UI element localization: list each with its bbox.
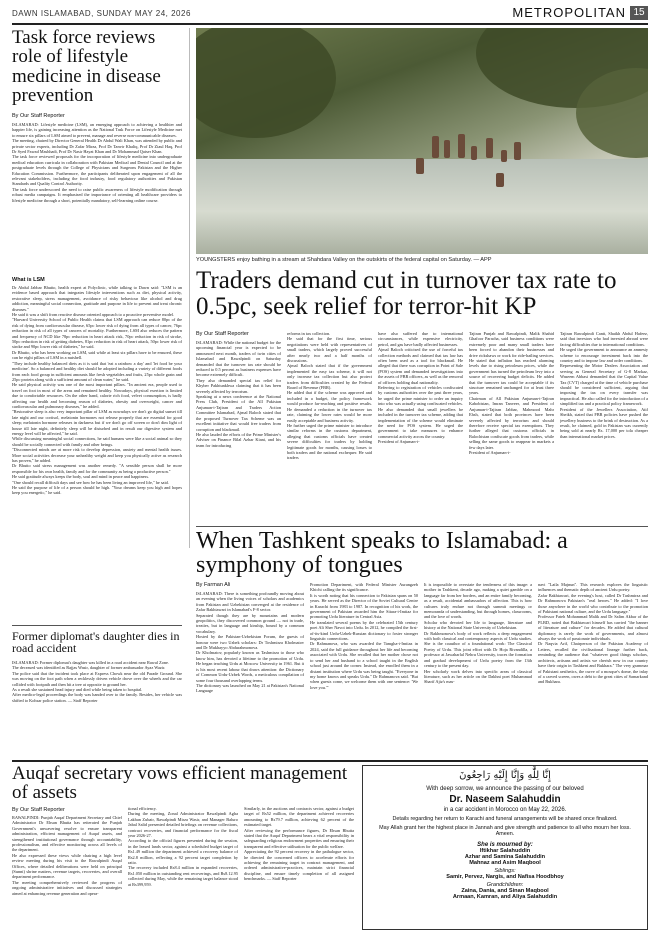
story5-byline: By Our Staff Reporter	[12, 807, 65, 813]
story5-col2: tional efficiency. During the meeting, Zonal Administrator Rawalpindi Agha Lakhan Zubair, Rawalpindi Mirza Wasir, and Manager Baluro Jabal Salid presented detailed briefings on revenue collections, contract recoveries, and financial performance for the fiscal year 2026-27. According to the official figures presented during the session, in the leased lands sector, against a scheduled budget target of Rs1.49 million the department achieved a recovery balance of Rs2.8 million, reflecting a 92 percent target completion by ratio. The recovery included Rs8.4 million in expanded recoveries, Rs1.050 million in outstanding rent recoverings, and Rs8.12.95 collected during May, while the remaining target balance stood at Rs399,959.	[128, 806, 238, 887]
story4-col4: navi "Laila Majnun". This research explores the linguistic influences and thematic depth of ancient Urdu poetry. Zafar Bakhtawari, the evening's host, called Dr Tashmirza and Dr Rahmonova Pakistan's "real heroes." He added: "I love those anywhere in the world who contribute to the promotion of Pakistani national culture, and the Urdu language." Professor Fateh Mohammad Malik and Dr Salim Akbar of the PLBD, noted that Bakhtawari himself has carried "the banner of literature and culture" for decades. He added that cultural diplomacy is rarely the work of governments, and almost always the work of passionate individuals. Dr Naqvia Arif, Chairperson of the Pakistan Academy of Letters, recalled the civilisational lineage further back, reminding the audience that "whatever good things scholars, architects, artisans and artists we cherish now in our country have their origin in Tashkent and Bukhara." The very grammar of Pakistani aesthetics, the curve of a mosque's dome, the inlay of a carved screen, owes a debt to the great cities of Samarkand and Bukhara.	[538, 582, 648, 685]
photo-caption: YOUNGSTERS enjoy bathing in a stream at Shahdara Valley on the outskirts of the federal capital on Saturday. — APP	[196, 257, 492, 263]
story4-col1: ISLAMABAD: There is something profoundly moving about an evening when the living voices of scholars and academics from Pakistan and Uzbekistan converged at the residence of Zafar Bakhtawari in Islamabad's F-8 sector. Separated though they are by mountains and modern geopolitics, they discovered common ground — not in trade, treaties, but in language and kinship, bound by a common vocabulary. Hosted by the Pakistan-Uzbekistan Forum, the guests of honour were two Uzbek scholars: Dr Toshmirza Kholmatov and Dr Mukhayyo Abdurahmonova. Dr Kholmatov, popularly known as Tashmirza to those who know him, has devoted a lifetime to the promotion of Urdu. He began teaching Urdu at Moscow University in 1961. But it is his most recent labour that draws attention: the Dictionary of Common Urdu-Uzbek Words, a meticulous compilation of some four thousand overlapping terms. The dictionary was launched on May 21 at Pakistan's National Language	[196, 591, 304, 694]
story1-subhead: What is LSM	[12, 277, 45, 283]
story3-col2: reforms in tax collection. He said that for the first time, serious negotiations were held with representatives of small traders, which largely proved successful after nearly two and a half months of discussions. Ajmal Baloch stated that if the government implemented the easy tax scheme, it will not only increase tax collection but also protect traders from difficulties created by the Federal Board of Revenue (FBR). He added that if the scheme was approved and included in a budget, the policy framework would produce far-reaching and positive results. He demanded a reduction in the turnover tax rate, claiming the lower rates would be more easily acceptable and business activity. He further urged the prime minister to introduce similar reforms in the customs department, alleging that customs officials have created severe difficulties for traders by holding legitimate goods for months, causing losses to both traders and the national exchequer. He said traders	[287, 331, 372, 461]
story3-col3: have also suffered due to international circumstances, while expensive electricity, petrol, and gas have badly affected businesses. Ajmal Baloch criticised the use of forceful tax collection methods and claimed that tax law has often been used as a tool for blackmail. He alleged that there was corruption in Point of Sale (POS) system and demanded investigations into the assets of FBR officers, as well as the removal of officers holding dual nationality. Referring to registration of vehicles confiscated by customs authorities over the past three years, he urged the prime minister to order an inquiry into who was actually using confiscated vehicles. He also demanded that small jewellers be included in the turnover tax scheme, adding that implementation of the scheme would eliminate the need for POS system. He urged the government to take measures to enhance commercial activity across the country. President of Anjuman-i-	[378, 331, 463, 445]
story2-body: ISLAMABAD: Former diplomat's daughter was killed in a road accident near Rawal Zone. The deceased was identified as Rajjas Wasir, daughter of former ambassador Ayaz Wazir. The police said that the incident took place at Express Chowk near the old Parade Ground. She was moving on the foot path when a recklessly driven vehicle drove over the wheels and the car collided with footpath and then hit a tree at opposite to ground her. As a result she sustained head injury and died while being taken to hospital. After medico-legal proceedings the body was handed over to the family. Besides, her vehicle was shifted to Kohsar police station. — Staff Reporter	[12, 660, 182, 703]
story3-col4: Tajiran Punjab and Rawalpindi, Malik Shahid Ghafoor Paracha, said business conditions were extremely poor and many small traders have been forced to abandon their businesses and drive rickshaws or work for ride-hailing services. He stated that inflation has reached alarming levels due to rising petroleum prices, while the government has turned the petroleum levy into a source of recovering budget deficits. He added that the turnover tax could be acceptable if its structure remained unchanged for at least three years. Chairman of All Pakistan Anjuman-i-Tajiran Kabobistan, Imran Tanveer, and President of Anjuman-i-Tajiran Jabbar, Mahmood Mahr Ehsh, stated that both provinces have been severely affected by terrorism and should therefore receive special tax exemptions. They further alleged that customs officials in Balochistan confiscate goods from traders, while selling the same goods to reappear in markets a few days later. President of Anjuman-i-	[469, 331, 554, 455]
story3-byline: By Our Staff Reporter	[196, 331, 249, 337]
mourner-2: Azhar and Samina Salahuddin	[464, 854, 546, 860]
story1-body: ISLAMABAD: Lifestyle medicine (LSM), an emerging approach to achieving a healthier and happier life, is gaining increasing attention as the National Task Force on Lifestyle Medicine met to ensure six pillars of LSM aimed to prevent, manage and reverse non-communicable diseases. The meeting, chaired by Director General Health Dr Abdul Wali Khan, was attended by public and private sector experts, including Dr Zafar Mirza, Prof Dr Tanvir Khaliq, Prof Dr Ziaul Haq, Prof Dr Syed Fawad Mashhadi, Prof Dr Nasir Hayat Khan and Dr Mohammad Qaiser Khan. The task force reviewed proposals for the incorporation of lifestyle medicine into undergraduate medical education curricula in collaboration with Pakistan Medical and Dental Council and at the postgraduate levels through the College of Physicians and Surgeons Pakistan and the Higher Education Commission. Furthermore, the participants deliberated upon engagement of all the relevant stakeholders, including the food industry, food regulatory authorities and Pakistan Standards and Quality Control Authority. The task force underscored the need to raise public awareness of lifestyle modification through robust media campaigns. It emphasised the importance of orienting all healthcare providers to lifestyle medicine through a short, potentially mandatory, self-learning online course.	[12, 122, 182, 203]
mourner-3: Mahnaz and Asim Maqbool	[469, 860, 541, 866]
story5-rule	[12, 760, 648, 762]
stream-photo	[196, 28, 648, 254]
grandchildren-label: Grandchildren:	[486, 882, 524, 888]
story2-headline: Former diplomat's daughter dies in road accident	[12, 630, 180, 655]
masthead-rule	[12, 23, 648, 25]
obit-arrangements: Details regarding her return to Karachi and funeral arrangements will be shared once finalized.	[392, 816, 618, 822]
story4-col2: Promotion Department, with Federal Minister Aurangzeb Khichi calling the its significance. It is worth noting that his connection to Pakistan spans on 50 years. He served as the Director of the Soviet Cultural Centre in Karachi from 1983 to 1987. In recognition of his work, the government of Pakistan awarded him the Sitara-i-Imtiaz for promoting Urdu literature in Central Asia. He translated several poems by the celebrated 15th century poet Ali Sher Navoi into Urdu. In 2012, he compiled the first-of-its-kind Urdu-Uzbek-Russian dictionary to foster stronger linguistic connections. Dr Rahmanova, who was awarded the Tamgha-i-Imtiaz in 2024, said the full guidance throughout her life and becoming associated with Urdu. She recalled that her mother chose not to send her and husband to a school taught in the English school just around the corner. Instead, she enrolled them in a distant institution where Urdu was being taught. "Everyone in my home knows and speaks Urdu." Dr Rahmanova said. "But when guests come, we welcome them with one sentence: 'We love you.'"	[310, 582, 418, 690]
grandchildren-1: Zaina, Dania, and Sinan Maqbool	[461, 888, 549, 894]
obit-prayer: May Allah grant her the highest place in Jannah and give strength and patience to all who mourn her loss. Ameen.	[379, 825, 631, 837]
story4-col3: It is impossible to overstate the tenderness of this image: a mother in Tashkent, decade ago, making a quiet gamble on a language far from her borders, and an entire family becoming, as a result, accidental ambassadors of affection. This is how cultures truly endure not through summit meetings or memoranda of understanding, but through homes, classrooms, and the love of words. Scholar who devoted her life to language, literature and history at the National State University of Uzbekistan. Dr Rakhmonova's body of work reflects a deep engagement with both classical and contemporary aspects of Urdu studies. She is the coauthor of a foundational work: The Classical Poetry of Urdu. This joint effort with Dr Hoja Rivandilla, a professor at Jawaharlal Nehru University, traces the formation and gradual development of Urdu poetry from the 13th century to the present day. Her scholarly work delves into specific areas of classical literature, such as her article on the Dakhni poet Muhammad Sharif Ajiz's mas-	[424, 582, 532, 685]
story3-col1: ISLAMABAD: While the national budget for the upcoming financial year is expected to be announced next month, traders of twin cities of Islamabad and Rawalpindi on Saturday demanded that the turnover tax rate should be reduced to 0.5 percent as business expenses have become extremely difficult. They also demanded special tax relief for Khyber Pakhtunkhwa claiming that it has been severely affected by terrorism. Speaking at a news conference at the National Press Club, President of the All Pakistan Anjuman-i-Tajiran and Traders Action Committee Islamabad, Ajmal Baloch stated that the proposed Turnover Tax Scheme was an excellent initiative that would free traders from corruption and blackmail. He also lauded the efforts of the Prime Minister's Adviser on Finance Bilal Azhar Kiani, and his team for introducing	[196, 340, 281, 448]
page-number: 15	[630, 6, 648, 20]
story4-rule	[196, 526, 648, 527]
story1-body-continued: Dr Abdul Jabbar Bhutto, health expert at Polyclinic, while talking to Dawn said: "LSM is an evidence based approach that integrates lifestyle interventions such as diet, physical activity, restorative sleep, stress management, avoidance of risky behaviour like alcohol and drug addiction, meaningful social connection, gratitude and purpose in life to prevent and treat chronic diseases." He said it was a shift from reactive disease oriented approach to a proactive preventive model. "Harvard University School of Public Health claims that LSM approach can reduce 80pc of the risk of dying from cardiovascular disease, 65pc lower risk of dying from all types of cancer, 76pc reduction in risk of all types of cancers of mortality. Furthermore, LSM also reduces the pattern and frequency of NCD like 78pc reduction in heart attack risk, 70pc reduction in risk of stroke, 50pc reduction in risk of getting diabetes, 81pc reduction in risk of heart attack, 50pc lower risk of stroke and 90pc lower risk of diabetes," he said. Dr Bhutto, who has been working on LSM, said while at least six pillars have to be ensured, these can be eight pillars of LSM in a nutshell. "They include healthy balanced diets as it is said that 'eat a rainbow a day' and 'let food be your medicine'. So a balanced and healthy diet should be adopted including a variety of different foods from each food group in sufficient amounts like fresh vegetables and fruits, 25pc whole grain and 25pc protein along with a sufficient amount of clean water," he said. He said physical activity was one of the most important pillars. "In ancient era, people used to travel on foot in most of the areas and remained healthy. Nowadays, physical exertion is limited due to comfortable resources. On the other hand, calorie rich food, velvet consumption, is badly affecting our health and becoming reason of diabetes, obesity and overweight, cancer and cardiovascular and pulmonary diseases," he added. "Restorative sleep is also very important pillar of LSM as nowadays we don't go digital sunset till late night and our cortisol, melatonin hormones not release properly that are essential for good sleep; melatonin hormone releases in darkness but if we don't go off screen or don't dim light of house till late night, definitely sleep will be disturbed and in result our digestive system and energy level will be affected," he said. While discussing meaningful social connections, he said humans were like a social animal so they should be socially connected with family and other beings. "Disconnected minds are at more risk to develop depression, anxiety and mental health issues. More social activities decrease your unhealthy weight and keep you physically active as research has proven," he added. Dr Bhutto said stress management was another remedy. "A sensible person shall be more responsible for his own health, family and for the community as being a productive person." He said gratitude always keeps the body, soul and mind in peace and happiness. "One should recall difficult days and see how he has been living an improved life," he said. He said the purpose of life of a person should be high. "Your dreams keep you high and hopes keep you energetic," he said.	[12, 285, 182, 496]
mourner-1: Iftikhar Salahuddin	[479, 848, 531, 854]
story3-headline: Traders demand cut in turnover tax rate to 0.5pc, seek relief for terror-hit KP	[196, 268, 617, 319]
grandchildren-2: Armaan, Kamran, and Aliya Salahuddin	[452, 894, 558, 900]
story5-headline: Auqaf secretary vows efficient management of assets	[12, 764, 348, 803]
column-divider	[189, 28, 190, 548]
mourned-label: She is mourned by:	[477, 842, 533, 848]
story4-byline: By Farman Ali	[196, 582, 231, 588]
story1-byline: By Our Staff Reporter	[12, 113, 65, 119]
deceased-name: Dr. Naseem Salahuddin	[449, 794, 561, 805]
story1-headline: Task force reviews role of lifestyle medicine in disease prevention	[12, 28, 161, 106]
siblings-names: Samir, Pervez, Nargis, and Nafisa Hoodbhoy	[446, 874, 564, 880]
story2-rule	[12, 625, 182, 626]
story3-col5: Tajiran Rawalpindi Cantt, Shaikh Abdul Hafeez, said that investors who had invested abroad were facing difficulties due to international conditions. He urged the government to announce an amnesty scheme to encourage investment back into the country and to impose law and order conditions. Representing the Motor Dealers Association and serving as General Secretary of G-8 Markaz, Waseem Abbasi demanded that the Capital Value Tax (CVT) charged at the time of vehicle purchase should be considered sufficient, arguing that imposing the tax on every transfer was impractical. He also called for the introduction of a simplified tax and a practical policy framework. President of the Jewellers Association, Atif Sheikh, stated that FBR policies have pushed the jewellery business to the brink of destruction. As a result, he claimed, gold in Pakistan was currently being sold at nearly Rs. 17,000 per tola cheaper than international market prices.	[560, 331, 648, 439]
obit-detail: in a car accident in Morocco on May 22, 2026.	[443, 807, 567, 813]
story4-headline: When Tashkent speaks to Islamabad: a symphony of tongues	[196, 529, 568, 578]
story5-col1: RAWALPINDI: Punjab Auqaf Department Secretary and Chief Administrator Dr Ehsan Bhutta has reiterated the Punjab Government's unwavering resolve to ensure transparent administration, efficient management of Auqaf assets, and strengthened institutional governance through accountability, professionalism, and effective monitoring across all levels of the department. He also expressed these views while chairing a high level review meeting during his visit to the Rawalpindi Auqaf Offices, where detailed deliberations were held on principal (Sunni) shrine matters, revenue targets, recoveries, and overall department performance. The meeting comprehensively reviewed the progress of ongoing administrative initiatives and discussed strategies aimed at enhancing revenue generation and opera-	[12, 815, 122, 896]
siblings-label: Siblings:	[494, 868, 516, 874]
quran-verse: إِنَّا لِلَّٰهِ وَإِنَّا إِلَيْهِ رَاجِعُونَ	[459, 770, 551, 781]
masthead	[12, 5, 648, 21]
section-title: METROPOLITAN	[512, 5, 626, 20]
obit-intro: With deep sorrow, we announce the passing of our beloved	[426, 786, 584, 792]
story5-col3: Similarly, in the auctions and contracts sector, against a budget target of Rs52 million, the department achieved recoveries amounting to Rs79.7 million, achieving 62 percent of the estimated target. After reviewing the performance figures, Dr Ehsan Bhutta stated that the Auqaf Department bears a vital responsibility in safeguarding religious endowment properties and ensuring their transparent and effective utilisation for the public welfare. Appreciating the 92 percent recovery in the pathalogue sector, he directed the concerned officers to accelerate efforts for achieving the remaining target in contract management, and ordered administrative-practices, maintain strict financial discipline, and ensure timely completion of all assigned benchmarks. — Staff Reporter	[244, 806, 354, 882]
obituary-notice	[362, 765, 648, 930]
masthead-dateline: DAWN ISLAMABAD, SUNDAY MAY 24, 2026	[12, 9, 191, 18]
